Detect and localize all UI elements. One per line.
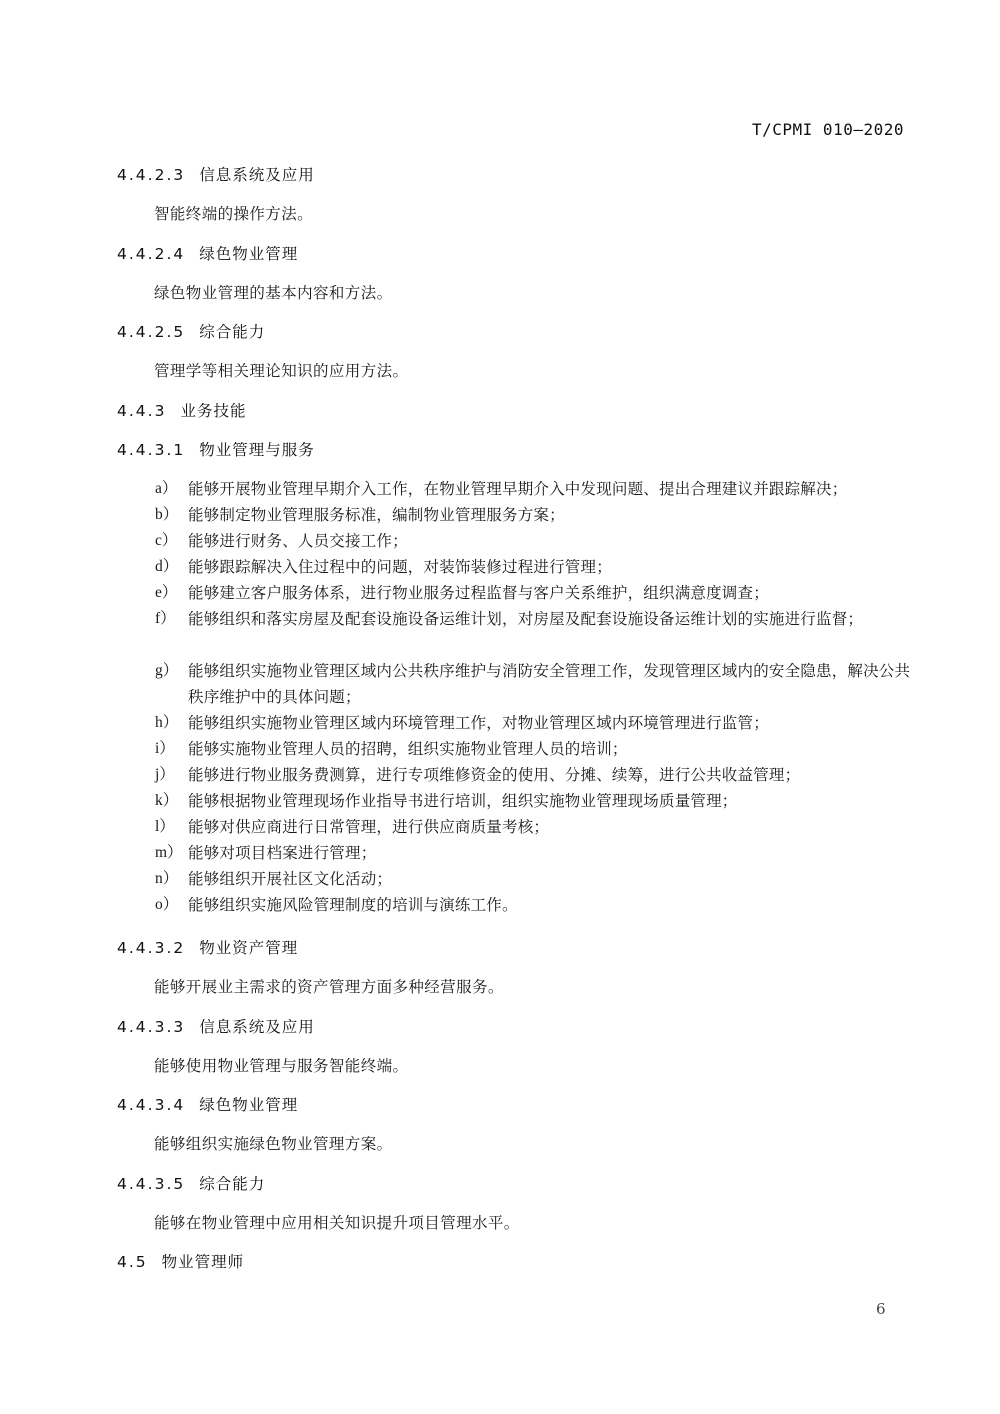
- list-marker: h）: [155, 714, 179, 731]
- section-heading-4431: [117, 438, 315, 460]
- section-number: 4.4.3.5: [117, 1175, 186, 1193]
- section-title: 物业管理师: [161, 1253, 245, 1271]
- list-marker: i）: [155, 740, 175, 757]
- list-item: [155, 840, 915, 866]
- section-title: 综合能力: [199, 1175, 266, 1193]
- list-marker: k）: [155, 792, 179, 809]
- list-marker: b）: [155, 506, 179, 523]
- list-text: 能够开展物业管理早期介入工作，在物业管理早期介入中发现问题、提出合理建议并跟踪解决；: [188, 480, 848, 498]
- section-heading-4424: [117, 242, 298, 264]
- list-text: 能够组织实施风险管理制度的培训与演练工作。: [188, 896, 518, 914]
- list-marker: j）: [155, 766, 175, 783]
- list-text: 能够进行物业服务费测算，进行专项维修资金的使用、分摊、续筹，进行公共收益管理；: [188, 766, 801, 784]
- list-item: [155, 762, 915, 788]
- section-body-4434: 能够组织实施绿色物业管理方案。: [154, 1135, 393, 1153]
- list-item: [155, 476, 915, 502]
- list-item: [155, 736, 915, 762]
- section-heading-4425: [117, 320, 265, 342]
- list-item: [155, 710, 915, 736]
- list-marker: e）: [155, 584, 178, 601]
- section-heading-4435: [117, 1172, 265, 1194]
- list-text: 能够组织实施物业管理区域内环境管理工作，对物业管理区域内环境管理进行监管；: [188, 714, 769, 732]
- section-heading-4433: [117, 1015, 315, 1037]
- list-item: [155, 554, 915, 580]
- section-body-4424: 绿色物业管理的基本内容和方法。: [154, 284, 393, 302]
- section-number: 4.4.2.4: [117, 245, 186, 263]
- list-text: 能够实施物业管理人员的招聘，组织实施物业管理人员的培训；: [188, 740, 628, 758]
- list-marker: a）: [155, 480, 178, 497]
- list-text: 能够对供应商进行日常管理，进行供应商质量考核；: [188, 818, 550, 836]
- section-number: 4.4.3.4: [117, 1096, 186, 1114]
- list-marker: l）: [155, 818, 175, 835]
- list-item: [155, 528, 915, 554]
- list-text: 能够组织开展社区文化活动；: [188, 870, 393, 888]
- section-heading-4434: [117, 1093, 298, 1115]
- list-text: 能够制定物业管理服务标准，编制物业管理服务方案；: [188, 506, 565, 524]
- section-number: 4.4.3.1: [117, 441, 186, 459]
- section-number: 4.4.2.5: [117, 323, 186, 341]
- section-body-4425: 管理学等相关理论知识的应用方法。: [154, 362, 409, 380]
- list-item: [155, 658, 915, 710]
- section-title: 信息系统及应用: [199, 166, 315, 184]
- section-number: 4.4.3.3: [117, 1018, 186, 1036]
- list-marker: g）: [155, 662, 179, 679]
- section-heading-4423: [117, 163, 315, 185]
- list-marker: d）: [155, 558, 179, 575]
- section-title: 物业管理与服务: [199, 441, 315, 459]
- list-text: 能够组织和落实房屋及配套设施设备运维计划，对房屋及配套设施设备运维计划的实施进行监督；: [188, 610, 864, 628]
- section-title: 信息系统及应用: [199, 1018, 315, 1036]
- list-marker: m）: [155, 844, 183, 861]
- list-text: 能够跟踪解决入住过程中的问题，对装饰装修过程进行管理；: [188, 558, 612, 576]
- list-item: [155, 814, 915, 840]
- section-body-4432: 能够开展业主需求的资产管理方面多种经营服务。: [154, 978, 504, 996]
- section-number: 4.5: [117, 1253, 148, 1271]
- section-heading-45: [117, 1250, 244, 1272]
- list-text: 能够根据物业管理现场作业指导书进行培训，组织实施物业管理现场质量管理；: [188, 792, 738, 810]
- list-text: 能够组织实施物业管理区域内公共秩序维护与消防安全管理工作，发现管理区域内的安全隐患，解决公共秩序维护中的具体问题；: [188, 662, 911, 706]
- section-body-4423: 智能终端的操作方法。: [154, 205, 314, 223]
- section-number: 4.4.3: [117, 402, 167, 420]
- section-title: 绿色物业管理: [199, 245, 299, 263]
- list-item: [155, 580, 915, 606]
- list-marker: n）: [155, 870, 179, 887]
- section-body-4435: 能够在物业管理中应用相关知识提升项目管理水平。: [154, 1214, 520, 1232]
- section-number: 4.4.2.3: [117, 166, 186, 184]
- list-text: 能够对项目档案进行管理；: [188, 844, 377, 862]
- section-title: 绿色物业管理: [199, 1096, 299, 1114]
- list-marker: c）: [155, 532, 178, 549]
- section-title: 物业资产管理: [199, 939, 299, 957]
- section-heading-443: [117, 399, 246, 421]
- section-number: 4.4.3.2: [117, 939, 186, 957]
- list-item: [155, 892, 915, 918]
- list-text: 能够建立客户服务体系，进行物业服务过程监督与客户关系维护，组织满意度调查；: [188, 584, 769, 602]
- section-title: 综合能力: [199, 323, 266, 341]
- list-marker: o）: [155, 896, 179, 913]
- document-code: T/CPMI 010—2020: [752, 120, 904, 139]
- page-number: 6: [876, 1300, 886, 1318]
- section-body-4433: 能够使用物业管理与服务智能终端。: [154, 1057, 409, 1075]
- section-heading-4432: [117, 936, 298, 958]
- section-title: 业务技能: [180, 402, 247, 420]
- list-item: [155, 866, 915, 892]
- list-text: 能够进行财务、人员交接工作；: [188, 532, 408, 550]
- list-item: [155, 788, 915, 814]
- list-marker: f）: [155, 610, 176, 627]
- list-item: [155, 502, 915, 528]
- list-item: [155, 606, 915, 632]
